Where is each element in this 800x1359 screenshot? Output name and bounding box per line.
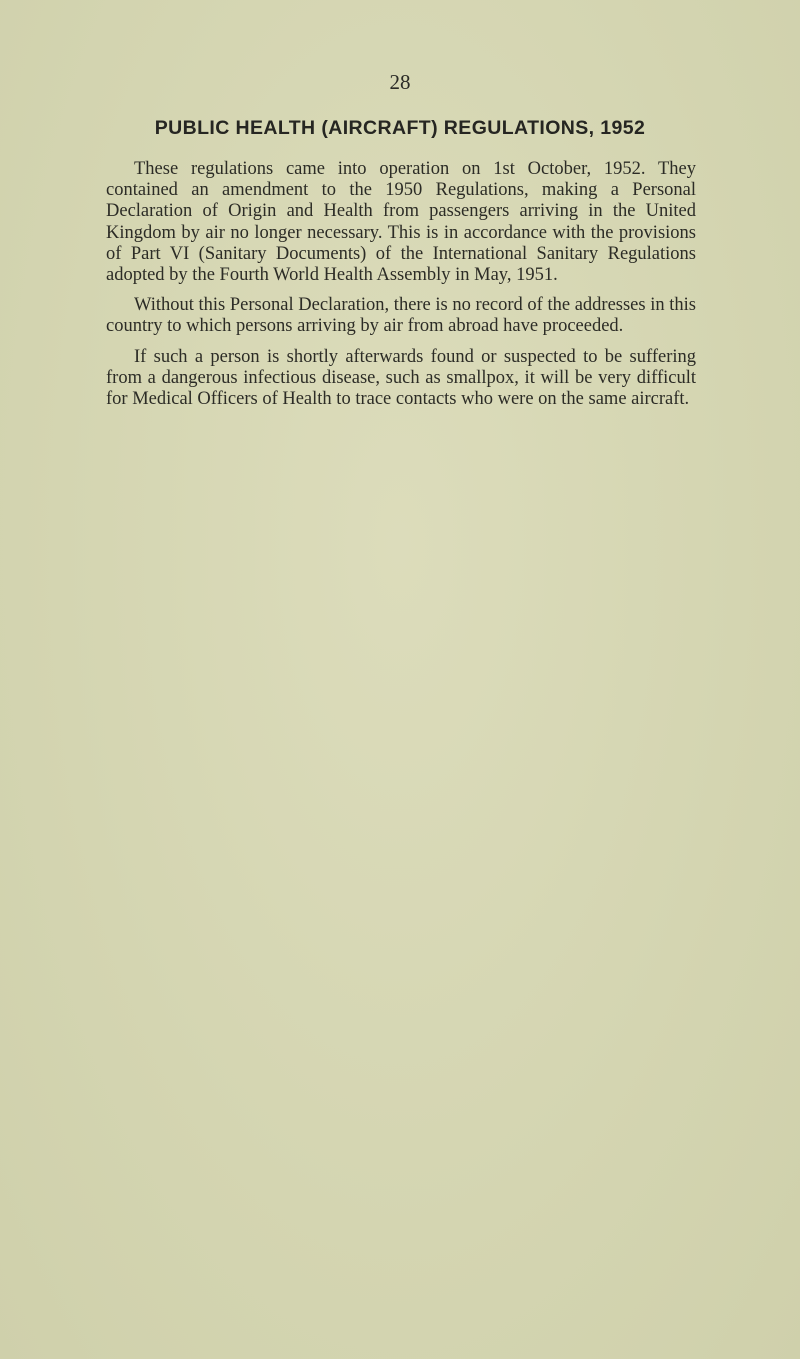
paragraph-3: If such a person is shortly afterwards found or suspected to be suffering from a dangerous infectious disease, such as smallpox, it will be very difficult for Medical Officers of Health to trace contacts who were on the same aircraft. — [106, 346, 696, 410]
body-text — [106, 159, 696, 419]
paragraph-2: Without this Personal Declaration, there is no record of the addresses in this country to which persons arriving by air from abroad have proceeded. — [106, 295, 696, 337]
page-title: PUBLIC HEALTH (AIRCRAFT) REGULATIONS, 1952 — [154, 117, 646, 139]
page-number: 28 — [389, 70, 411, 94]
paragraph-1: These regulations came into operation on 1st October, 1952. They contained an amendment to the 1950 Regulations, making a Personal Declaration of Origin and Health from passengers arriving in the United Kingdom by air no longer necessary. This is in accordance with the provisions of Part VI (Sanitary Documents) of the International Sanitary Regulations adopted by the Fourth World Health Assembly in May, 1951. — [106, 159, 696, 286]
